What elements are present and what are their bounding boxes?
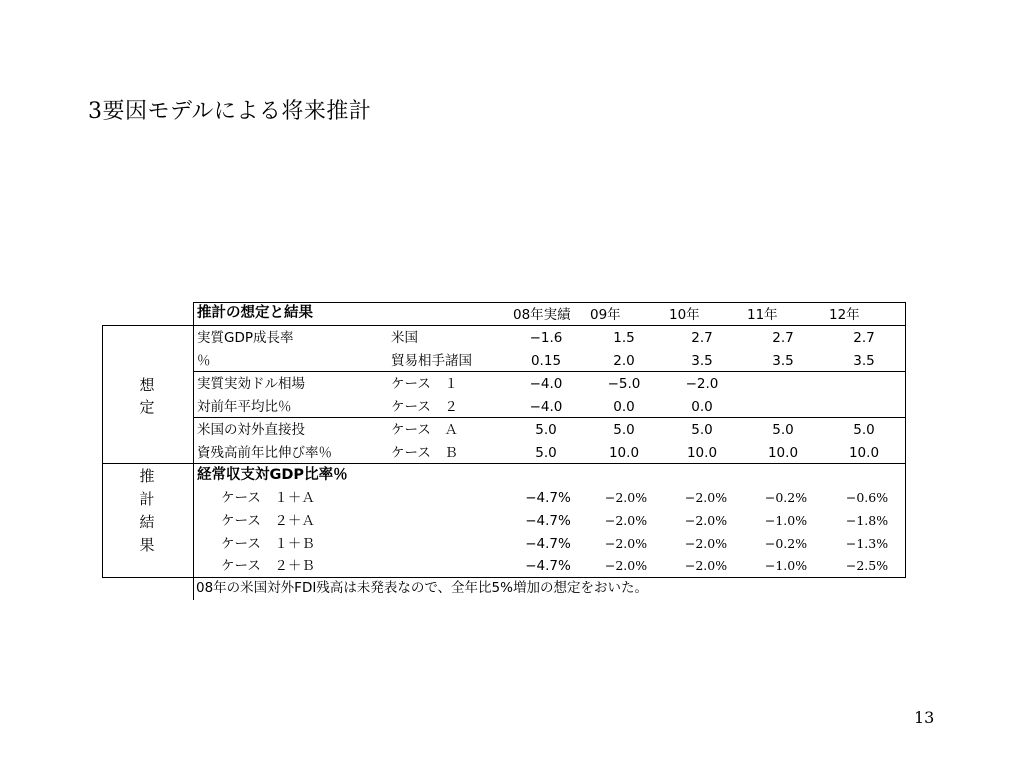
group-result-char: 計 (139, 490, 155, 508)
cell-value: 3.5 (772, 353, 794, 369)
result-value: −4.7% (525, 536, 571, 552)
cell-value: 10.0 (767, 445, 799, 461)
cell-value: 2.0 (613, 353, 635, 369)
result-value: −1.0% (764, 513, 808, 528)
cell-value: 10.0 (686, 445, 718, 461)
result-value: −4.7% (525, 513, 571, 529)
divider-result (102, 463, 905, 464)
row-label: 資残高前年比伸び率％ (197, 445, 332, 461)
cell-value: 3.5 (853, 353, 875, 369)
cell-value: 0.0 (691, 399, 713, 415)
result-value: −1.3% (845, 536, 889, 551)
cell-value: 0.0 (613, 399, 635, 415)
group-result-char: 果 (139, 536, 155, 554)
footnote: 08年の米国対外FDI残高は未発表なので、全年比5%増加の想定をおいた。 (196, 580, 648, 596)
cell-value: 2.7 (691, 330, 713, 346)
group-assumption-char: 想 (139, 376, 155, 394)
result-value: −2.0% (604, 558, 648, 573)
result-value: −0.2% (764, 536, 808, 551)
row-sublabel: ケース Ｂ (391, 445, 458, 461)
row-sublabel: ケース １ (391, 376, 458, 392)
result-value: −2.5% (845, 558, 889, 573)
cell-value: 5.0 (853, 422, 875, 438)
cell-value: 3.5 (691, 353, 713, 369)
slide-title: 3要因モデルによる将来推計 (88, 99, 372, 124)
cell-value: −2.0 (685, 376, 719, 392)
cell-value: −4.0 (529, 376, 563, 392)
result-header: 経常収支対GDP比率％ (197, 467, 348, 483)
table-header-title: 推計の想定と結果 (197, 305, 313, 321)
cell-value: −5.0 (607, 376, 641, 392)
row-label: 対前年平均比％ (197, 399, 292, 415)
group-result-char: 推 (139, 467, 155, 485)
cell-value: 2.7 (853, 330, 875, 346)
cell-value: 5.0 (535, 445, 557, 461)
col-header-11: 11年 (747, 307, 778, 323)
result-value: −4.7% (525, 490, 571, 506)
row-label: 実質実効ドル相場 (197, 376, 305, 392)
result-value: −2.0% (684, 513, 728, 528)
result-value: −1.0% (764, 558, 808, 573)
result-value: −1.8% (845, 513, 889, 528)
cell-value: 5.0 (691, 422, 713, 438)
group-assumption-char: 定 (139, 398, 155, 416)
row-sublabel: ケース Ａ (391, 422, 458, 438)
result-value: −2.0% (684, 558, 728, 573)
row-label: ％ (197, 353, 211, 369)
cell-value: 5.0 (613, 422, 635, 438)
cell-value: 2.7 (772, 330, 794, 346)
row-sublabel: 米国 (391, 330, 418, 346)
result-row-label: ケース １＋Ｂ (221, 536, 315, 552)
cell-value: 1.5 (613, 330, 635, 346)
result-value: −0.2% (764, 490, 808, 505)
result-value: −2.0% (604, 536, 648, 551)
divider-fx (193, 417, 905, 418)
divider-header (193, 325, 905, 326)
result-row-label: ケース ２＋Ｂ (221, 558, 315, 574)
result-row-label: ケース ２＋Ａ (221, 513, 315, 529)
footnote-left-border (193, 576, 194, 600)
col-header-10: 10年 (669, 307, 700, 323)
divider-gdp (193, 371, 905, 372)
row-sublabel: ケース ２ (391, 399, 458, 415)
result-value: −2.0% (684, 490, 728, 505)
cell-value: 5.0 (772, 422, 794, 438)
col-header-09: 09年 (590, 307, 621, 323)
row-label: 米国の対外直接投 (197, 422, 305, 438)
result-value: −2.0% (684, 536, 728, 551)
cell-value: 10.0 (848, 445, 880, 461)
cell-value: −4.0 (529, 399, 563, 415)
group-result-char: 結 (139, 513, 155, 531)
result-value: −2.0% (604, 490, 648, 505)
col-header-12: 12年 (829, 307, 860, 323)
page-number: 13 (914, 708, 935, 727)
col-header-08: 08年実績 (513, 307, 571, 323)
result-value: −0.6% (845, 490, 889, 505)
cell-value: 0.15 (530, 353, 562, 369)
cell-value: 5.0 (535, 422, 557, 438)
row-sublabel: 貿易相手諸国 (391, 353, 472, 369)
result-row-label: ケース １＋Ａ (221, 490, 315, 506)
cell-value: 10.0 (608, 445, 640, 461)
result-value: −4.7% (525, 558, 571, 574)
result-value: −2.0% (604, 513, 648, 528)
cell-value: −1.6 (529, 330, 563, 346)
row-label: 実質GDP成長率 (197, 330, 294, 346)
